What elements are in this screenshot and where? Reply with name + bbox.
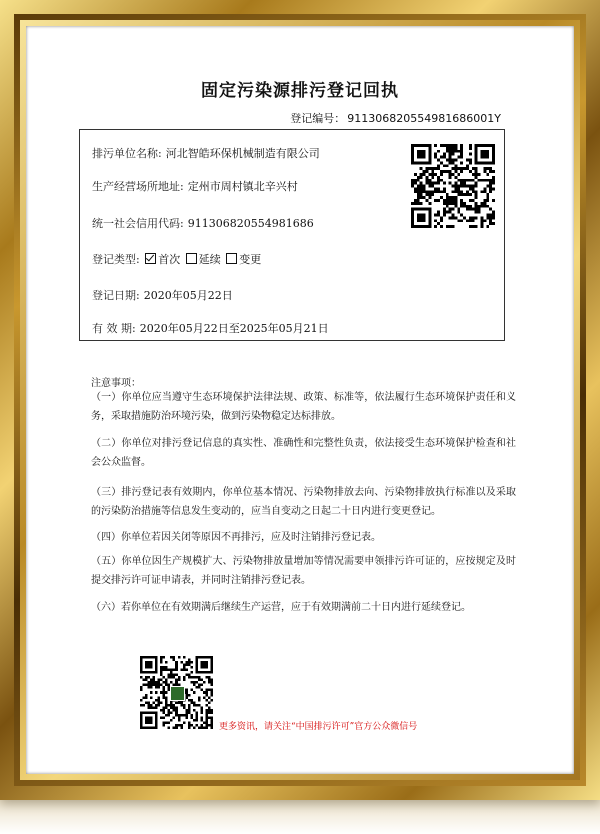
credit-code-row bbox=[92, 215, 314, 231]
date-label: 登记日期: bbox=[92, 289, 140, 302]
type-renew-checkbox bbox=[186, 253, 197, 264]
type-change-label: 变更 bbox=[239, 253, 262, 266]
registration-qr-code bbox=[411, 144, 495, 228]
unit-name-value: 河北智皓环保机械制造有限公司 bbox=[165, 147, 320, 160]
address-label: 生产经营场所地址: bbox=[92, 180, 184, 193]
validity-value: 2020年05月22日至2025年05月21日 bbox=[139, 322, 329, 335]
note-item-4: （四）你单位若因关闭等原因不再排污，应及时注销排污登记表。 bbox=[91, 532, 381, 543]
type-first-label: 首次 bbox=[158, 253, 181, 266]
unit-name-row bbox=[92, 145, 320, 161]
type-renew-label: 延续 bbox=[198, 253, 221, 266]
notes-title: 注意事项： bbox=[91, 378, 141, 389]
type-first-checkbox bbox=[145, 253, 156, 264]
note-item-2: （二）你单位对排污登记信息的真实性、准确性和完整性负责，依法接受生态环境保护检查和社会公众监督。 bbox=[91, 438, 516, 468]
validity-label: 有 效 期: bbox=[92, 322, 136, 335]
note-item-5: （五）你单位因生产规模扩大、污染物排放量增加等情况需要申领排污许可证的，应按规定及时提交排污许可证申请表，并同时注销排污登记表。 bbox=[91, 556, 516, 586]
frame-reflection bbox=[0, 800, 600, 834]
document-title: 固定污染源排污登记回执 bbox=[201, 81, 399, 101]
wechat-qr-logo-icon bbox=[170, 686, 185, 701]
registration-number bbox=[288, 110, 501, 126]
type-change-checkbox bbox=[226, 253, 237, 264]
type-label: 登记类型: bbox=[92, 253, 140, 266]
note-item-3: （三）排污登记表有效期内，你单位基本情况、污染物排放去向、污染物排放执行标准以及采取的污染防治措施等信息发生变动的，应当自变动之日起二十日内进行变更登记。 bbox=[91, 487, 516, 517]
date-row bbox=[92, 287, 233, 303]
credit-code-value: 911306820554981686 bbox=[187, 217, 314, 230]
validity-row bbox=[92, 320, 329, 336]
wechat-follow-text: 更多资讯，请关注“中国排污许可”官方公众微信号 bbox=[219, 722, 418, 732]
note-item-6: （六）若你单位在有效期满后继续生产运营，应于有效期满前二十日内进行延续登记。 bbox=[91, 602, 471, 613]
wechat-qr-code bbox=[140, 656, 213, 729]
type-row bbox=[92, 251, 261, 267]
credit-code-label: 统一社会信用代码: bbox=[92, 217, 184, 230]
registration-number-label: 登记编号： bbox=[290, 112, 346, 125]
address-value: 定州市周村镇北辛兴村 bbox=[187, 180, 298, 193]
address-row bbox=[92, 178, 298, 194]
unit-name-label: 排污单位名称: bbox=[92, 147, 162, 160]
registration-number-value: 911306820554981686001Y bbox=[347, 112, 501, 125]
date-value: 2020年05月22日 bbox=[143, 289, 233, 302]
note-item-1: （一）你单位应当遵守生态环境保护法律法规、政策、标准等，依法履行生态环境保护责任和义务，采取措施防治环境污染，做到污染物稳定达标排放。 bbox=[91, 392, 516, 422]
